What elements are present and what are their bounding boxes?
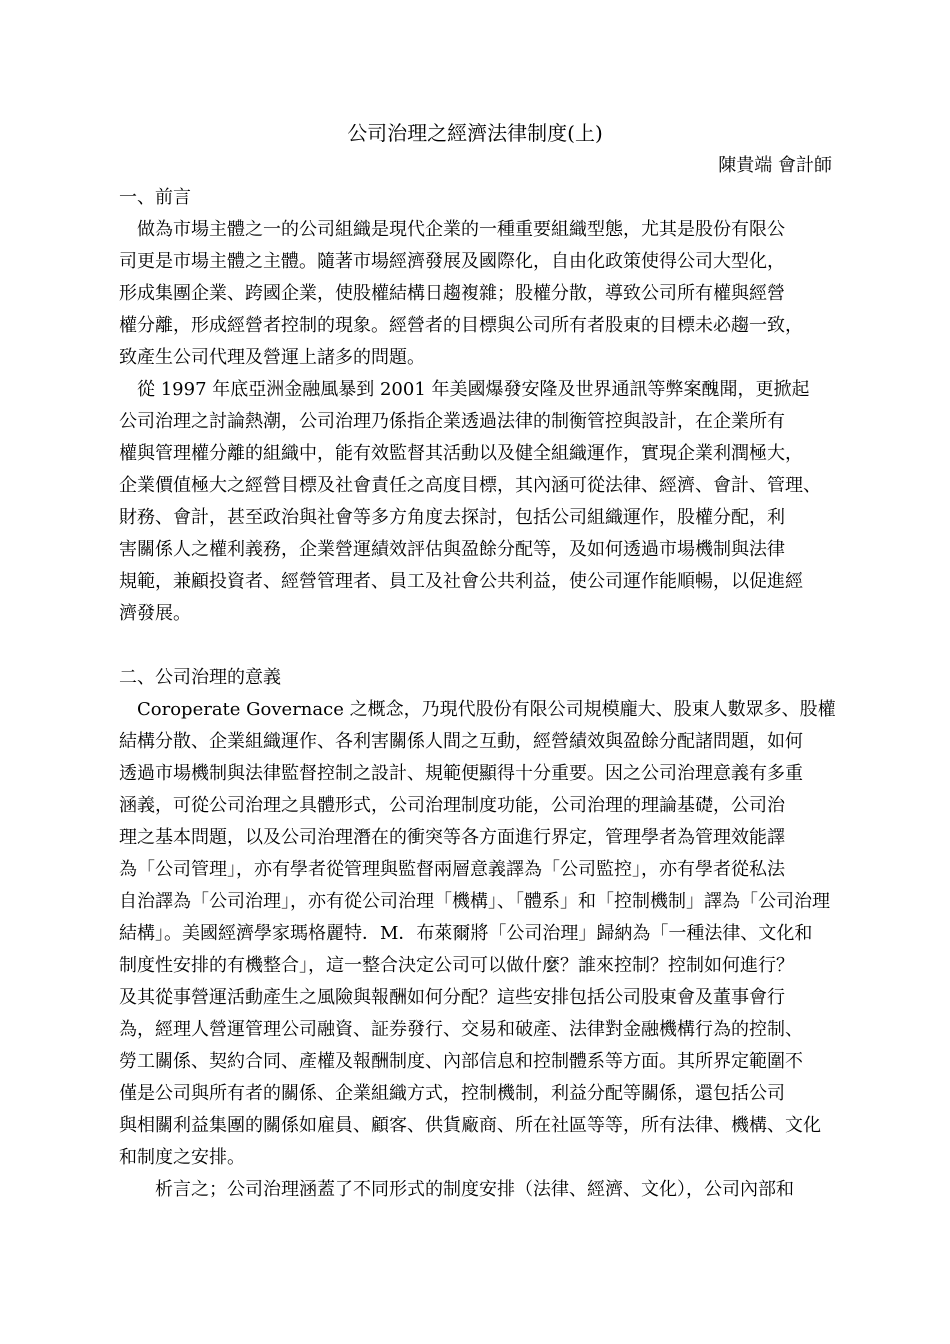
section-heading: 一、前言 xyxy=(119,187,191,208)
paragraph-line: 司更是市場主體之主體。隨著市場經濟發展及國際化，自由化政策使得公司大型化， xyxy=(119,251,785,272)
section-heading: 二、公司治理的意義 xyxy=(119,667,281,688)
paragraph-line: 透過市場機制與法律監督控制之設計、規範便顯得十分重要。因之公司治理意義有多重 xyxy=(119,763,803,784)
paragraph-line: 制度性安排的有機整合」，這一整合決定公司可以做什麼？誰來控制？控制如何進行？ xyxy=(119,955,794,976)
paragraph-line: 形成集團企業、跨國企業，使股權結構日趨複雜；股權分散，導致公司所有權與經營 xyxy=(119,283,785,304)
paragraph-line: 涵義，可從公司治理之具體形式，公司治理制度功能，公司治理的理論基礎，公司治 xyxy=(119,795,785,816)
author-name: 陳貴端 會計師 xyxy=(718,155,832,176)
paragraph-line: 及其從事營運活動產生之風險與報酬如何分配？這些安排包括公司股東會及董事會行 xyxy=(119,987,785,1008)
paragraph-line: 害關係人之權利義務，企業營運績效評估與盈餘分配等，及如何透過市場機制與法律 xyxy=(119,539,785,560)
paragraph-line: 自治譯為「公司治理」，亦有從公司治理「機構」、「體系」和「控制機制」譯為「公司治理 xyxy=(119,891,830,912)
paragraph-line: 僅是公司與所有者的關係、企業組織方式，控制機制，利益分配等關係，還包括公司 xyxy=(119,1083,785,1104)
paragraph-line: 從 1997 年底亞洲金融風暴到 2001 年美國爆發安隆及世界通訊等弊案醜聞，更掀起 xyxy=(119,379,810,400)
paragraph-line: 公司治理之討論熱潮，公司治理乃係指企業透過法律的制衡管控與設計，在企業所有 xyxy=(119,411,785,432)
paragraph-line: 理之基本問題，以及公司治理潛在的衝突等各方面進行界定，管理學者為管理效能譯 xyxy=(119,827,785,848)
paragraph-line: 濟發展。 xyxy=(119,603,191,624)
paragraph-line: 結構」。美國經濟學家瑪格麗特．M．布萊爾將「公司治理」歸納為「一種法律、文化和 xyxy=(119,923,813,944)
paragraph-line: 致產生公司代理及營運上諸多的問題。 xyxy=(119,347,425,368)
paragraph-line: 為，經理人營運管理公司融資、証券發行、交易和破產、法律對金融機構行為的控制、 xyxy=(119,1019,803,1040)
paragraph-line: 與相關利益集團的關係如雇員、顧客、供貨廠商、所在社區等等，所有法律、機構、文化 xyxy=(119,1115,821,1136)
paragraph-line: 規範，兼顧投資者、經營管理者、員工及社會公共利益，使公司運作能順暢，以促進經 xyxy=(119,571,803,592)
paragraph-line: 權與管理權分離的組織中，能有效監督其活動以及健全組織運作，實現企業利潤極大， xyxy=(119,443,803,464)
paragraph-line: 和制度之安排。 xyxy=(119,1147,245,1168)
paragraph-line: 為「公司管理」，亦有學者從管理與監督兩層意義譯為「公司監控」，亦有學者從私法 xyxy=(119,859,785,880)
paragraph-line: 做為市場主體之一的公司組織是現代企業的一種重要組織型態，尤其是股份有限公 xyxy=(119,219,785,240)
paragraph-line: 權分離，形成經營者控制的現象。經營者的目標與公司所有者股東的目標未必趨一致， xyxy=(119,315,803,336)
document-title: 公司治理之經濟法律制度(上) xyxy=(347,121,603,145)
paragraph-line: 勞工關係、契約合同、產權及報酬制度、內部信息和控制體系等方面。其所界定範圍不 xyxy=(119,1051,803,1072)
paragraph-line: 財務、會計，甚至政治與社會等多方角度去探討，包括公司組織運作，股權分配，利 xyxy=(119,507,785,528)
paragraph-line: Coroperate Governace 之概念，乃現代股份有限公司規模龐大、股東人數眾多、股權 xyxy=(119,699,836,720)
paragraph-line: 企業價值極大之經營目標及社會責任之高度目標，其內涵可從法律、經濟、會計、管理、 xyxy=(119,475,821,496)
paragraph-line: 結構分散、企業組織運作、各利害關係人間之互動，經營績效與盈餘分配諸問題，如何 xyxy=(119,731,803,752)
paragraph-line: 析言之；公司治理涵蓋了不同形式的制度安排（法律、經濟、文化），公司內部和 xyxy=(119,1179,794,1200)
